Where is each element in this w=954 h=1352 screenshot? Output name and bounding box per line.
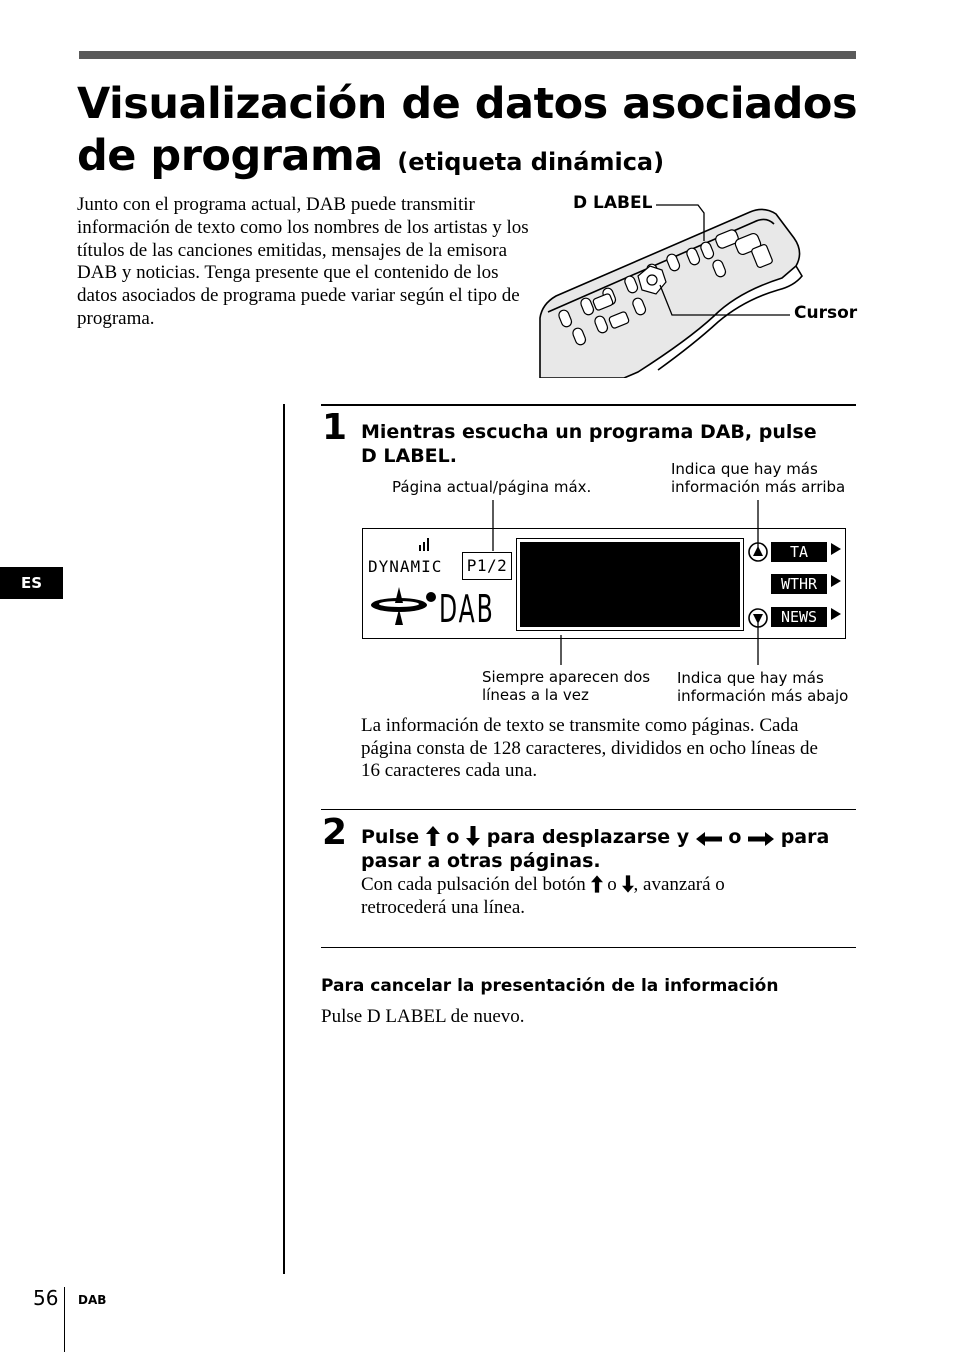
display-page-indicator: P1/2 bbox=[462, 552, 512, 580]
page-number: 56 bbox=[33, 1286, 59, 1310]
label-up: Indica que hay más información más arriba bbox=[671, 460, 846, 496]
down-arrow-icon bbox=[466, 826, 480, 846]
page-title bbox=[77, 78, 877, 188]
cancel-heading: Para cancelar la presentación de la información bbox=[321, 976, 779, 996]
left-arrow-icon bbox=[696, 832, 722, 846]
step2-body: Con cada pulsación del botón o , avanzará o retrocederá una línea. bbox=[361, 874, 725, 918]
cursor-callout: Cursor bbox=[794, 303, 858, 323]
label-down: Indica que hay más información más abajo bbox=[677, 669, 849, 705]
indicator-arrows bbox=[830, 542, 842, 628]
title-main: Visualización de datos asociados de programa bbox=[77, 79, 858, 181]
step1-body: La información de texto se transmite como páginas. Cada página consta de 128 caracteres, divididos en ocho líneas de 16 caracteres cada una. bbox=[361, 715, 818, 781]
up-arrow-icon bbox=[426, 826, 440, 846]
footer-line bbox=[64, 1287, 65, 1352]
right-arrow-icon bbox=[748, 832, 774, 846]
display-dynamic: DYNAMIC bbox=[368, 557, 443, 576]
title-sub: (etiqueta dinámica) bbox=[397, 148, 665, 176]
step2-rule bbox=[321, 809, 856, 810]
display-dab-text: DAB bbox=[439, 587, 495, 631]
footer-section: DAB bbox=[78, 1293, 107, 1307]
down-arrow-small-icon bbox=[622, 875, 634, 893]
label-lines: Siempre aparecen dos líneas a la vez bbox=[482, 668, 651, 704]
ta-indicator: TA bbox=[771, 542, 827, 562]
up-arrow-small-icon bbox=[591, 875, 603, 893]
step1-number: 1 bbox=[322, 407, 348, 448]
step1-title: Mientras escucha un programa DAB, pulse D LABEL. bbox=[361, 421, 817, 467]
dlabel-callout: D LABEL bbox=[573, 193, 653, 213]
display-leader-lines bbox=[380, 495, 800, 675]
top-rule bbox=[79, 51, 856, 59]
cancel-body: Pulse D LABEL de nuevo. bbox=[321, 1006, 525, 1027]
news-indicator: NEWS bbox=[771, 607, 827, 627]
cancel-rule bbox=[321, 947, 856, 948]
remote-leader-lines bbox=[650, 195, 860, 325]
label-page: Página actual/página máx. bbox=[392, 478, 592, 496]
language-tab: ES bbox=[0, 567, 63, 599]
wthr-indicator: WTHR bbox=[771, 574, 827, 594]
step2-title: Pulse o para desplazarse y o para pasar a otras páginas. bbox=[361, 826, 830, 872]
margin-line bbox=[283, 404, 285, 1274]
step1-rule bbox=[321, 404, 856, 406]
intro-paragraph: Junto con el programa actual, DAB puede transmitir información de texto como los nombres de los artistas y los títulos de las canciones emitidas, mensajes de la emisora DAB y noticias. Tenga presente que el contenido de los datos asociados de programa puede variar según el tipo de programa. bbox=[77, 194, 529, 329]
step2-number: 2 bbox=[322, 812, 348, 853]
